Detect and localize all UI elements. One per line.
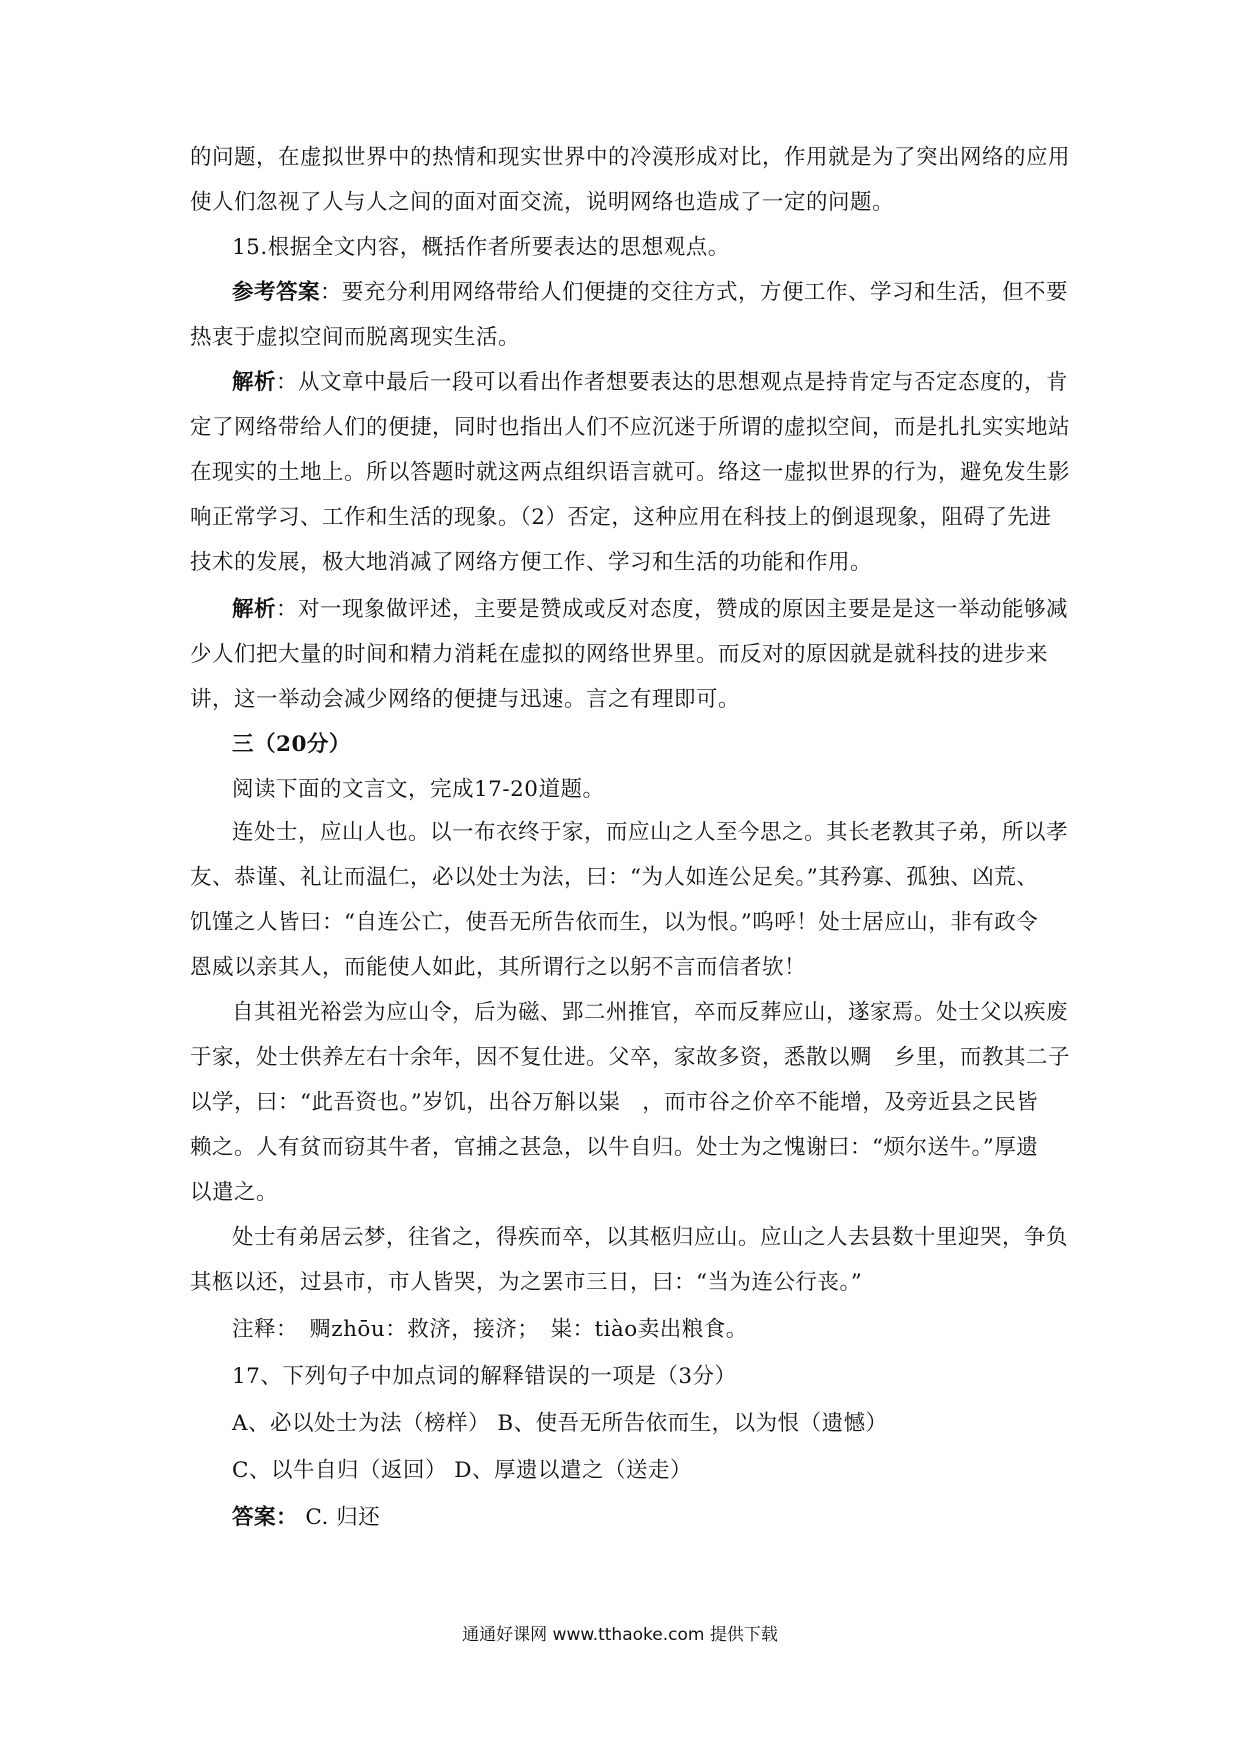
answer-label: 答案：	[232, 1505, 299, 1530]
passage-line: 恩威以亲其人，而能使人如此，其所谓行之以躬不言而信者欤！	[190, 955, 807, 980]
answer-text: C. 归还	[298, 1505, 381, 1530]
analysis-text: ：对一现象做评述，主要是赞成或反对态度，赞成的原因主要是是这一举动能够减	[276, 597, 1069, 622]
section-heading: 三（20分）	[232, 732, 351, 757]
passage-line: 饥馑之人皆曰：“自连公亡，使吾无所告依而生，以为恨。”呜呼！处士居应山，非有政令	[190, 910, 1039, 935]
passage-line: 以学，曰：“此吾资也。”岁饥，出谷万斛以粜 ，而市谷之价卒不能增，及旁近县之民皆	[190, 1090, 1039, 1115]
text-line: 在现实的土地上。所以答题时就这两点组织语言就可。络这一虚拟世界的行为，避免发生影	[190, 460, 1071, 485]
passage-line: 连处士，应山人也。以一布衣终于家，而应山之人至今思之。其长老教其子弟，所以孝	[232, 820, 1069, 845]
passage-line: 处士有弟居云梦，往省之，得疾而卒，以其柩归应山。应山之人去县数十里迎哭，争负	[232, 1225, 1069, 1250]
text-line: 使人们忽视了人与人之间的面对面交流，说明网络也造成了一定的问题。	[190, 190, 895, 215]
text-line: 技术的发展，极大地消减了网络方便工作、学习和生活的功能和作用。	[190, 550, 873, 575]
passage-line: 于家，处士供养左右十余年，因不复仕进。父卒，家故多资，悉散以赒 乡里，而教其二子	[190, 1045, 1071, 1070]
text-line: 的问题，在虚拟世界中的热情和现实世界中的冷漠形成对比，作用就是为了突出网络的应用	[190, 145, 1071, 170]
text-line: 少人们把大量的时间和精力消耗在虚拟的网络世界里。而反对的原因就是就科技的进步来	[190, 642, 1049, 667]
passage-line: 以遣之。	[190, 1180, 279, 1205]
analysis-text: ：从文章中最后一段可以看出作者想要表达的思想观点是持肯定与否定态度的，肯	[276, 370, 1069, 395]
annotation-line: 注释： 赒zhōu：救济，接济； 粜：tiào卖出粮食。	[232, 1317, 748, 1342]
option-line: A、必以处士为法（榜样） B、使吾无所告依而生，以为恨（遗憾）	[232, 1411, 888, 1436]
answer-line	[232, 1493, 1102, 1543]
text-line: 响正常学习、工作和生活的现象。（2）否定，这种应用在科技上的倒退现象，阻碍了先进	[190, 505, 1052, 530]
option-line: C、以牛自归（返回） D、厚遗以遣之（送走）	[232, 1458, 693, 1483]
answer-label: 参考答案	[232, 280, 321, 305]
question-15: 15.根据全文内容，概括作者所要表达的思想观点。	[232, 235, 730, 260]
passage-line: 友、恭谨、礼让而温仁，必以处士为法，曰：“为人如连公足矣。”其矜寡、孤独、凶荒、	[190, 865, 1039, 890]
analysis-line	[232, 585, 1102, 635]
answer-text: ：要充分利用网络带给人们便捷的交往方式，方便工作、学习和生活，但不要	[320, 280, 1069, 305]
passage-line: 其柩以还，过县市，市人皆哭，为之罢市三日，曰：“当为连公行丧。”	[190, 1270, 863, 1295]
answer-line	[232, 268, 1102, 318]
page-footer: 通通好课网 www.tthaoke.com 提供下载	[462, 1625, 778, 1645]
instruction-line: 阅读下面的文言文，完成17-20道题。	[232, 777, 605, 802]
text-line: 讲，这一举动会减少网络的便捷与迅速。言之有理即可。	[190, 687, 741, 712]
text-line: 热衷于虚拟空间而脱离现实生活。	[190, 325, 521, 350]
passage-line: 自其祖光裕尝为应山令，后为磁、郢二州推官，卒而反葬应山，遂家焉。处士父以疾废	[232, 1000, 1069, 1025]
analysis-label: 解析	[232, 370, 277, 395]
text-line: 定了网络带给人们的便捷，同时也指出人们不应沉迷于所谓的虚拟空间，而是扎扎实实地站	[190, 415, 1071, 440]
analysis-label: 解析	[232, 597, 277, 622]
question-17: 17、下列句子中加点词的解释错误的一项是（3分）	[232, 1364, 737, 1389]
passage-line: 赖之。人有贫而窃其牛者，官捕之甚急，以牛自归。处士为之愧谢曰：“烦尔送牛。”厚遗	[190, 1135, 1039, 1160]
analysis-line	[232, 358, 1102, 408]
